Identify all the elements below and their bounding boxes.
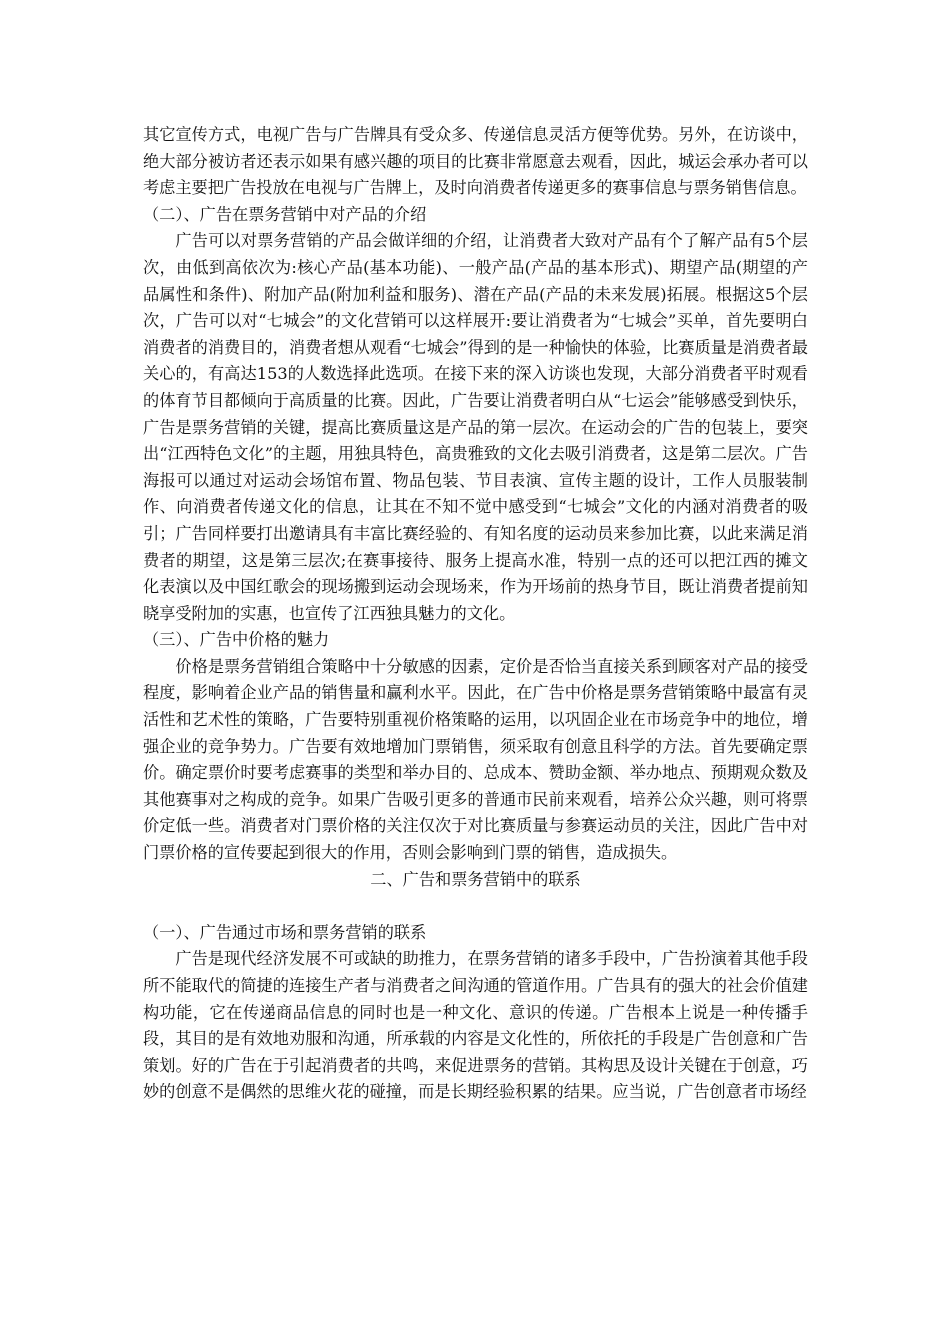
subheading-product-intro: （二）、广告在票务营销中对产品的介绍 <box>143 204 427 224</box>
subheading-price-charm: （三）、广告中价格的魅力 <box>143 630 330 650</box>
subheading-market-connection: （一）、广告通过市场和票务营销的联系 <box>143 922 427 942</box>
paragraph-intro: 其它宣传方式，电视广告与广告牌具有受众多、传递信息灵活方便等优势。另外，在访谈中，绝大部分被访者还表示如果有感兴趣的项目的比赛非常愿意去观看，因此，城运会承办者可以考虑主要把广告投放在电视与广告牌上，及时向消费者传递更多的赛事信息与票务销售信息。 <box>143 125 808 198</box>
paragraph-market-connection: 广告是现代经济发展不可或缺的助推力，在票务营销的诸多手段中，广告扮演着其他手段所不能取代的简捷的连接生产者与消费者之间沟通的管道作用。广告具有的强大的社会价值建构功能，它在传递商品信息的同时也是一种文化、意识的传递。广告根本上说是一种传播手段，其目的是有效地劝服和沟通，所承载的内容是文化性的，所依托的手段是广告创意和广告策划。好的广告在于引起消费者的共鸣，来促进票务的营销。其构思及设计关键在于创意，巧妙的创意不是偶然的思维火花的碰撞，而是长期经验积累的结果。应当说，广告创意者市场经 <box>143 949 808 1102</box>
document-page <box>143 122 808 1106</box>
paragraph-price-charm: 价格是票务营销组合策略中十分敏感的因素，定价是否恰当直接关系到顾客对产品的接受程度，影响着企业产品的销售量和赢利水平。因此，在广告中价格是票务营销策略中最富有灵活性和艺术性的策略，广告要特别重视价格策略的运用，以巩固企业在市场竞争中的地位，增强企业的竞争势力。广告要有效地增加门票销售，须采取有创意且科学的方法。首先要确定票价。确定票价时要考虑赛事的类型和举办目的、总成本、赞助金额、举办地点、预期观众数及其他赛事对之构成的竞争。如果广告吸引更多的普通市民前来观看，培养公众兴趣，则可将票价定低一些。消费者对门票价格的关注仅次于对比赛质量与参赛运动员的关注，因此广告中对门票价格的宣传要起到很大的作用，否则会影响到门票的销售，造成损失。 <box>143 656 808 863</box>
section-heading-connection: 二、广告和票务营销中的联系 <box>370 869 581 889</box>
paragraph-product-intro: 广告可以对票务营销的产品会做详细的介绍，让消费者大致对产品有个了解产品有5个层次，由低到高依次为:核心产品(基本功能)、一般产品(产品的基本形式)、期望产品(期望的产品属性和条件)、附加产品(附加利益和服务)、潜在产品(产品的未来发展)拓展。根据这5个层次，广告可以对“七城会”的文化营销可以这样展开:要让消费者为“七城会”买单，首先要明白消费者的消费目的，消费者想从观看“七城会”得到的是一种愉快的体验，比赛质量是消费者最关心的，有高达153的人数选择此选项。在接下来的深入访谈也发现，大部分消费者平时观看的体育节目都倾向于高质量的比赛。因此，广告要让消费者明白从“七运会”能够感受到快乐，广告是票务营销的关键，提高比赛质量这是产品的第一层次。在运动会的广告的包装上，要突出“江西特色文化”的主题，用独具特色，高贵雅致的文化去吸引消费者，这是第二层次。广告海报可以通过对运动会场馆布置、物品包装、节目表演、宣传主题的设计，工作人员服装制作、向消费者传递文化的信息，让其在不知不觉中感受到“七城会”文化的内涵对消费者的吸引；广告同样要打出邀请具有丰富比赛经验的、有知名度的运动员来参加比赛，以此来满足消费者的期望，这是第三层次;在赛事接待、服务上提高水准，特别一点的还可以把江西的摊文化表演以及中国红歌会的现场搬到运动会现场来，作为开场前的热身节目，既让消费者提前知晓享受附加的实惠，也宣传了江西独具魅力的文化。 <box>143 231 808 623</box>
